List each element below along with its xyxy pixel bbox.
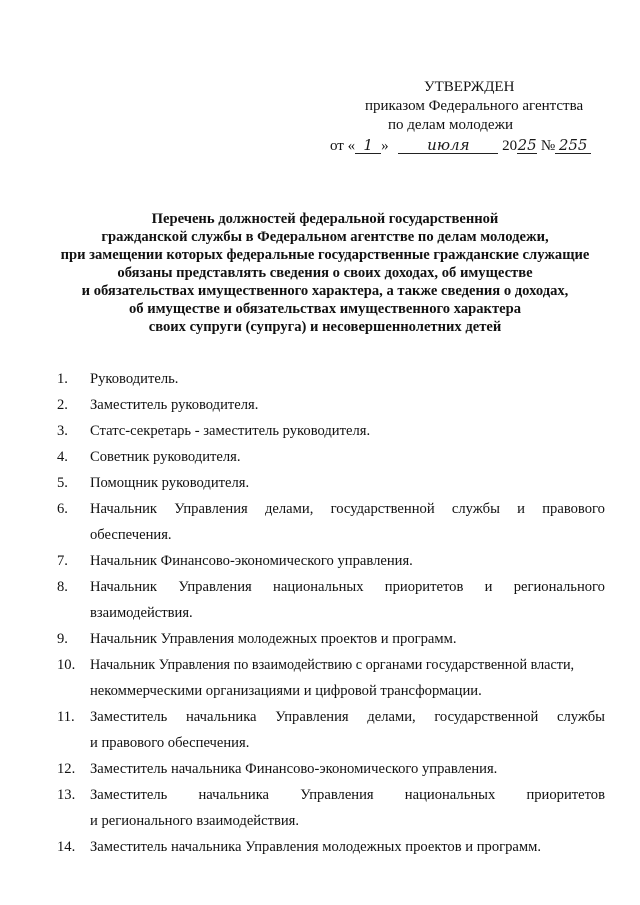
word: делами, — [367, 709, 416, 725]
item-number: 5. — [57, 475, 68, 491]
item-text: Статс-секретарь - заместитель руководителя. — [90, 423, 371, 439]
item-text-line: некоммерческими организациями и цифровой трансформации. — [90, 683, 482, 699]
word: приоритетов — [384, 579, 464, 595]
list-item — [57, 470, 605, 496]
word: приоритетов — [526, 787, 605, 803]
date-day: 1 — [355, 137, 381, 154]
title-line: гражданской службы в Федеральном агентстве по делам молодежи, — [101, 229, 549, 245]
item-text-line: взаимодействия. — [90, 605, 193, 621]
item-number: 9. — [57, 631, 68, 647]
item-number: 1. — [57, 371, 68, 387]
approval-date-line — [330, 137, 610, 161]
list-item — [57, 834, 605, 860]
item-number: 10. — [57, 657, 76, 673]
item-text: Начальник Финансово-экономического управления. — [90, 553, 413, 569]
item-text-line — [90, 704, 605, 730]
item-text: Начальник Управления молодежных проектов и программ. — [90, 631, 457, 647]
item-text-line — [90, 782, 605, 808]
item-text: Советник руководителя. — [90, 449, 241, 465]
item-number: 2. — [57, 397, 68, 413]
word: Управления — [174, 501, 248, 517]
word: государственной — [330, 501, 435, 517]
word: службы — [451, 501, 500, 517]
word: и — [484, 579, 493, 595]
word: правового — [542, 501, 605, 517]
item-number: 14. — [57, 839, 76, 855]
item-number: 6. — [57, 501, 68, 517]
list-item — [57, 496, 605, 548]
approval-heading: УТВЕРЖДЕН — [424, 79, 515, 95]
word: делами, — [265, 501, 314, 517]
item-text-line — [90, 496, 605, 522]
date-prefix: от « — [330, 138, 356, 154]
word: Управления — [275, 709, 349, 725]
item-number: 12. — [57, 761, 76, 777]
word: начальника — [185, 709, 257, 725]
document-title — [40, 210, 610, 336]
item-number: 7. — [57, 553, 68, 569]
item-number: 8. — [57, 579, 68, 595]
item-number: 4. — [57, 449, 68, 465]
list-item — [57, 548, 605, 574]
word: начальника — [198, 787, 270, 803]
list-item — [57, 652, 605, 704]
list-item — [57, 756, 605, 782]
item-text: Заместитель руководителя. — [90, 397, 259, 413]
item-text: Руководитель. — [90, 371, 179, 387]
item-number: 13. — [57, 787, 76, 803]
title-line: Перечень должностей федеральной государственной — [151, 211, 499, 227]
item-text: Заместитель начальника Управления молодежных проектов и программ. — [90, 839, 542, 855]
word: Заместитель — [90, 787, 168, 803]
item-text-line: Начальник Управления по взаимодействию с органами государственной власти, — [90, 657, 575, 673]
word: службы — [556, 709, 605, 725]
year-suffix: 25 — [517, 136, 537, 154]
approval-order-line: приказом Федерального агентства — [365, 98, 584, 114]
item-text: Помощник руководителя. — [90, 475, 250, 491]
date-mid: » — [381, 138, 389, 154]
word: регионального — [513, 579, 605, 595]
item-text-line: и правового обеспечения. — [90, 735, 250, 751]
title-line: своих супруги (супруга) и несовершеннолетних детей — [148, 319, 502, 335]
list-item — [57, 626, 605, 652]
positions-list — [57, 366, 605, 860]
title-line: и обязательствах имущественного характера, а также сведения о доходах, — [81, 283, 569, 299]
item-text-line: обеспечения. — [90, 527, 172, 543]
title-line: об имуществе и обязательствах имущественного характера — [128, 301, 522, 317]
date-month: июля — [398, 137, 498, 154]
list-item — [57, 418, 605, 444]
word: национальных — [273, 579, 364, 595]
word: Управления — [300, 787, 374, 803]
number-label: № — [540, 138, 556, 154]
title-line: при замещении которых федеральные государственные гражданские служащие — [60, 247, 590, 263]
item-number: 3. — [57, 423, 68, 439]
item-text: Заместитель начальника Финансово-экономического управления. — [90, 761, 498, 777]
year-prefix: 20 — [502, 138, 518, 154]
word: Управления — [178, 579, 252, 595]
approval-stamp — [330, 78, 610, 161]
word: Начальник — [90, 501, 158, 517]
list-item — [57, 782, 605, 834]
word: Заместитель — [90, 709, 168, 725]
word: и — [517, 501, 525, 517]
item-number: 11. — [57, 709, 75, 725]
title-line: обязаны представлять сведения о своих доходах, об имуществе — [117, 265, 533, 281]
list-item — [57, 392, 605, 418]
item-text-line: и регионального взаимодействия. — [90, 813, 300, 829]
word: Начальник — [90, 579, 158, 595]
order-number: 255 — [555, 137, 591, 154]
list-item — [57, 574, 605, 626]
list-item — [57, 704, 605, 756]
word: государственной — [434, 709, 539, 725]
approval-agency-line: по делам молодежи — [388, 117, 513, 133]
word: национальных — [404, 787, 496, 803]
list-item — [57, 366, 605, 392]
item-text-line — [90, 574, 605, 600]
list-item — [57, 444, 605, 470]
